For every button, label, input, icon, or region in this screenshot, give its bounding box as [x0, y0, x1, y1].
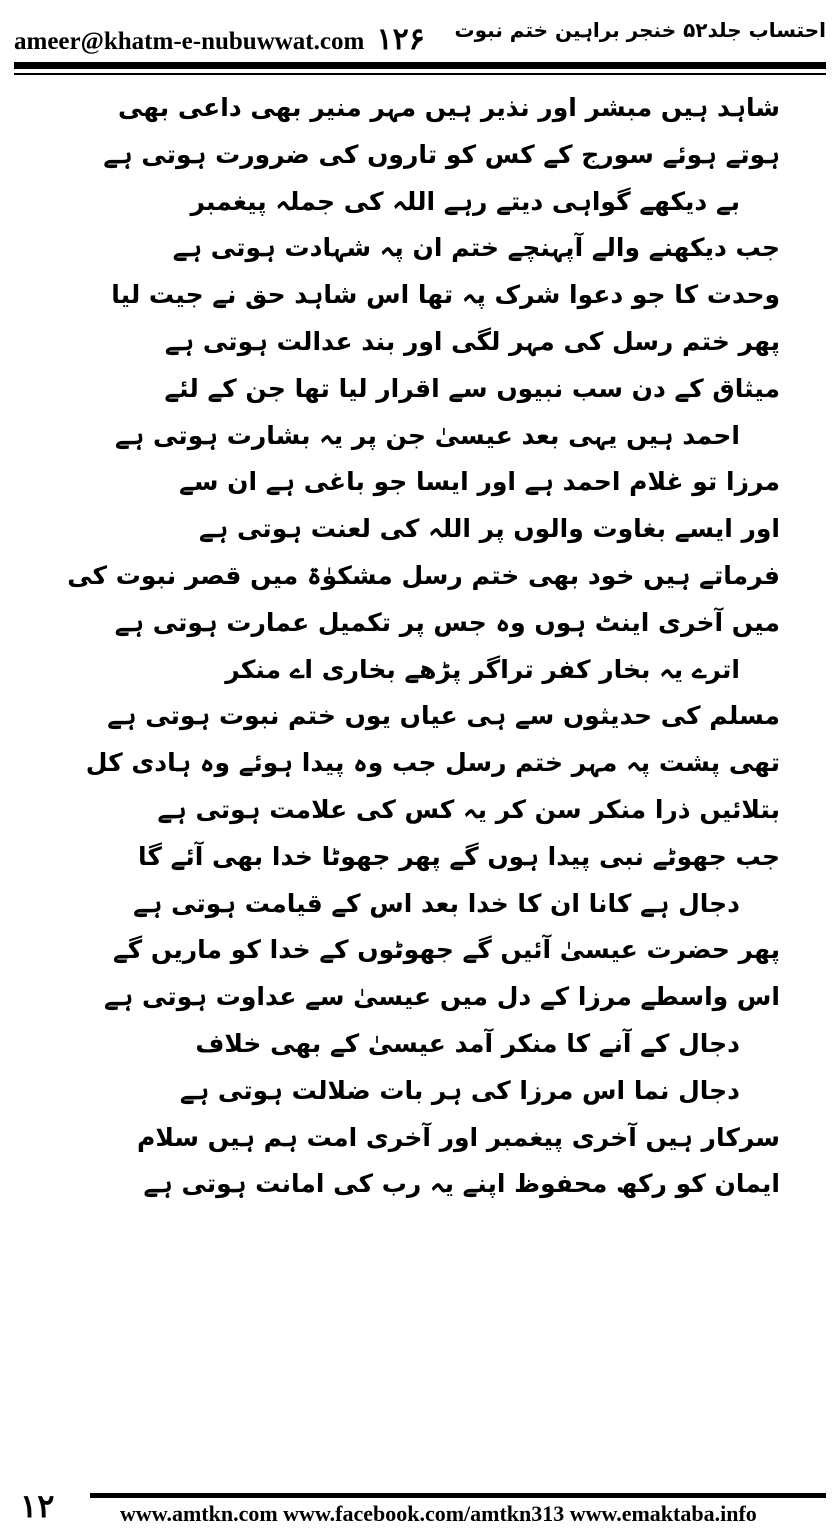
poem-line: شاہد ہیں مبشر اور نذیر ہیں مہر منیر بھی داعی بھی [118, 93, 780, 122]
poem-line: مسلم کی حدیثوں سے ہی عیاں یوں ختم نبوت ہوتی ہے [107, 701, 780, 731]
poem-line: بتلائیں ذرا منکر سن کر یہ کس کی علامت ہوتی ہے [157, 794, 780, 824]
poem-line: اترے یہ بخار کفر تراگر پڑھے بخاری اے منکر [225, 654, 740, 684]
header-email: ameer@khatm-e-nubuwwat.com [14, 28, 365, 55]
poem-line: پھر حضرت عیسیٰ آئیں گے جھوٹوں کے خدا کو ماریں گے [112, 935, 780, 965]
poem-line: جب جھوٹے نبی پیدا ہوں گے پھر جھوٹا خدا بھی آئے گا [138, 841, 780, 871]
header-divider-thick [14, 62, 826, 69]
poem-line: اور ایسے بغاوت والوں پر اللہ کی لعنت ہوتی ہے [199, 514, 780, 544]
poem-line: دجال ہے کانا ان کا خدا بعد اس کے قیامت ہوتی ہے [133, 888, 740, 918]
poem-line: میثاق کے دن سب نبیوں سے اقرار لیا تھا جن کے لئے [164, 373, 780, 403]
header-book-title: احتساب جلد۵۲ خنجر براہین ختم نبوت [454, 18, 826, 42]
page-header [0, 0, 840, 62]
header-divider-thin [14, 73, 826, 75]
page-footer [0, 1485, 840, 1540]
poem-line: احمد ہیں یہی بعد عیسیٰ جن پر یہ بشارت ہوتی ہے [115, 420, 740, 450]
header-page-number: ۱۲۶ [376, 23, 425, 56]
poem-line: وحدت کا جو دعوا شرک پہ تھا اس شاہد حق نے جیت لیا [111, 280, 780, 310]
poem-line: فرماتے ہیں خود بھی ختم رسل مشکوٰۃ میں قصر نبوت کی [67, 560, 780, 590]
poem-line: مرزا تو غلام احمد ہے اور ایسا جو باغی ہے ان سے [179, 467, 780, 497]
footer-page-number: ۱۲ [20, 1488, 55, 1524]
poem-line: جب دیکھنے والے آپہنچے ختم ان پہ شہادت ہوتی ہے [172, 233, 780, 263]
poem-line: ایمان کو رکھ محفوظ اپنے یہ رب کی امانت ہوتی ہے [143, 1169, 780, 1199]
footer-divider [90, 1493, 826, 1498]
poem-line: تھی پشت پہ مہر ختم رسل جب وہ پیدا ہوئے وہ ہادی کل [85, 748, 780, 778]
poem-line: ہوتے ہوئے سورج کے کس کو تاروں کی ضرورت ہوتی ہے [103, 139, 780, 169]
footer-website-links: www.amtkn.com www.facebook.com/amtkn313 www.emaktaba.info [120, 1501, 757, 1526]
poem-line: بے دیکھے گواہی دیتے رہے اللہ کی جملہ پیغمبر [190, 186, 740, 216]
poem-line: سرکار ہیں آخری پیغمبر اور آخری امت ہم ہیں سلام [137, 1122, 780, 1152]
poem-line: میں آخری اینٹ ہوں وہ جس پر تکمیل عمارت ہوتی ہے [114, 607, 780, 637]
poem-line: دجال کے آنے کا منکر آمد عیسیٰ کے بھی خلاف [195, 1028, 740, 1058]
header-left [14, 22, 425, 57]
poem-line: پھر ختم رسل کی مہر لگی اور بند عدالت ہوتی ہے [164, 326, 780, 356]
poem-line: دجال نما اس مرزا کی ہر بات ضلالت ہوتی ہے [179, 1075, 740, 1105]
poem-line: اس واسطے مرزا کے دل میں عیسیٰ سے عداوت ہوتی ہے [104, 982, 780, 1012]
poem-body [60, 85, 780, 1208]
